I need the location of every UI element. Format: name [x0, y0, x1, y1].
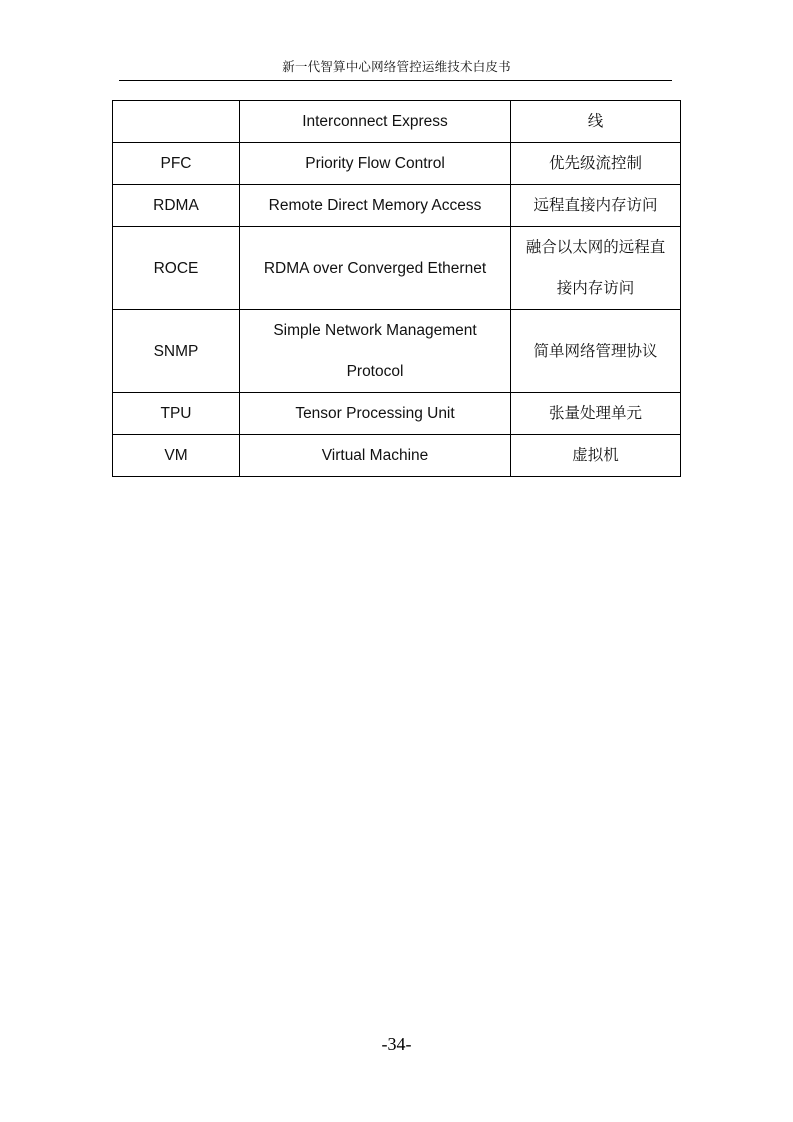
table-row: [113, 310, 681, 393]
abbr-cell: SNMP: [113, 310, 240, 393]
full-name-cell: Tensor Processing Unit: [240, 393, 511, 435]
chinese-name-cell: 简单网络管理协议: [511, 310, 681, 393]
chinese-name-cell: 融合以太网的远程直 接内存访问: [511, 227, 681, 310]
abbr-cell: ROCE: [113, 227, 240, 310]
chinese-name-cell: 线: [511, 101, 681, 143]
full-name-cell: Priority Flow Control: [240, 143, 511, 185]
table-row: [113, 101, 681, 143]
table-row: [113, 435, 681, 477]
full-name-cell: Remote Direct Memory Access: [240, 185, 511, 227]
chinese-name-cell: 优先级流控制: [511, 143, 681, 185]
full-name-cell: Simple Network Management Protocol: [240, 310, 511, 393]
page-number: -34-: [381, 1034, 412, 1054]
abbr-cell: RDMA: [113, 185, 240, 227]
full-name-cell: Interconnect Express: [240, 101, 511, 143]
abbr-cell: [113, 101, 240, 143]
table-row: [113, 227, 681, 310]
abbr-cell: TPU: [113, 393, 240, 435]
full-name-cell: RDMA over Converged Ethernet: [240, 227, 511, 310]
header-rule: [119, 80, 672, 81]
chinese-name-cell: 张量处理单元: [511, 393, 681, 435]
abbr-cell: PFC: [113, 143, 240, 185]
running-header: 新一代智算中心网络管控运维技术白皮书: [282, 60, 511, 74]
chinese-name-cell: 虚拟机: [511, 435, 681, 477]
full-name-cell: Virtual Machine: [240, 435, 511, 477]
table-row: [113, 393, 681, 435]
table-row: [113, 143, 681, 185]
table-row: [113, 185, 681, 227]
abbr-cell: VM: [113, 435, 240, 477]
abbreviation-table: [112, 100, 681, 477]
chinese-name-cell: 远程直接内存访问: [511, 185, 681, 227]
